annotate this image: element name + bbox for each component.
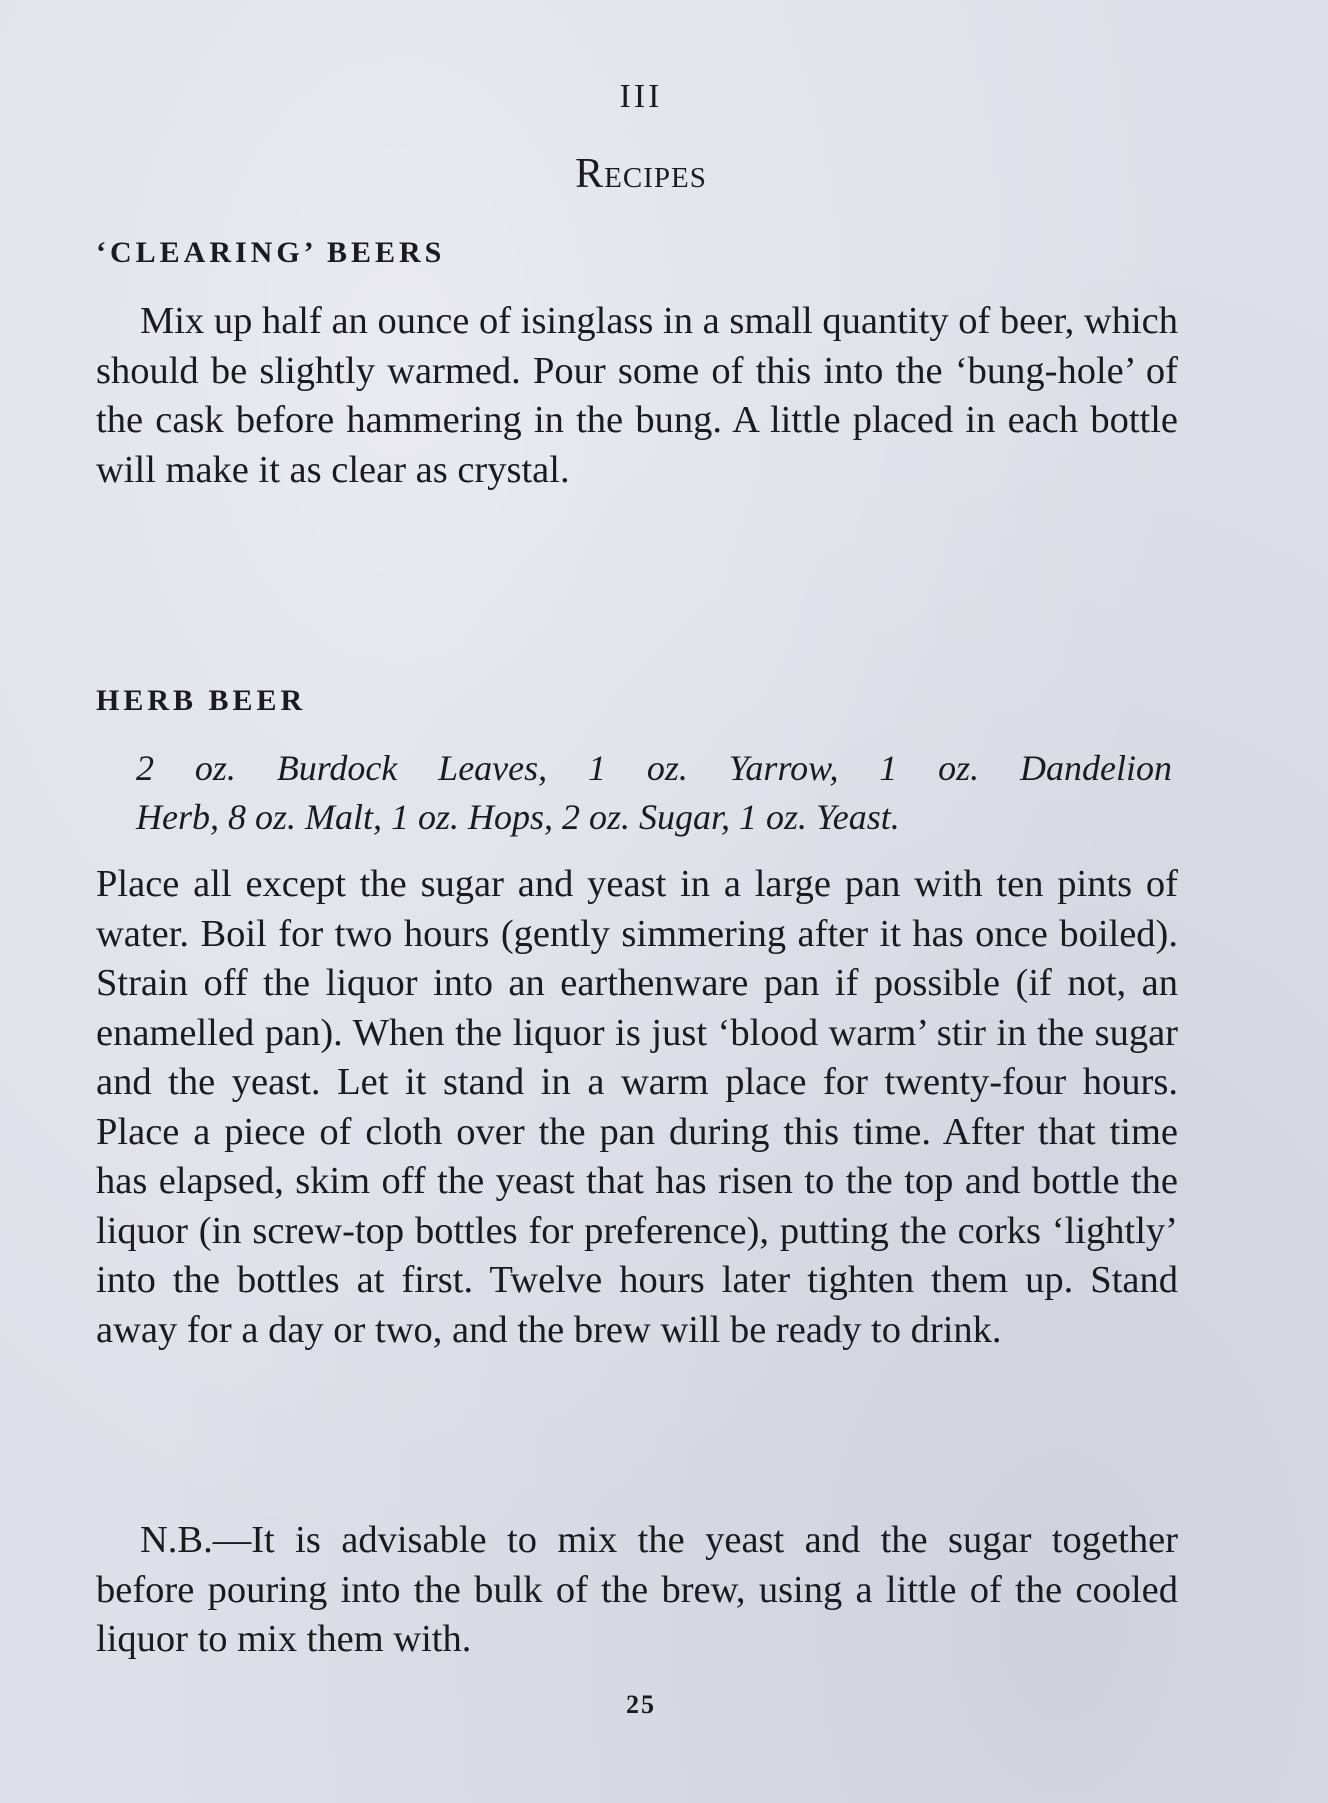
herb-beer-paragraph: Place all except the sugar and yeast in a large pan with ten pints of water. Boil for two hours (gently simmering after it has once boiled). Strain off the liquor into an earthenware pan if possible (if not, an enamelled pan). When the liquor is just ‘blood warm’ stir in the sugar and the yeast. Let it stand in a warm place for twenty-four hours. Place a piece of cloth over the pan during this time. After that time has elapsed, skim off the yeast that has risen to the top and bottle the liquor (in screw-top bottles for preference), putting the corks ‘lightly’ into the bottles at first. Twelve hours later tighten them up. Stand away for a day or two, and the brew will be ready to drink. [96, 863, 1178, 1351]
page-number: 25 [626, 1690, 656, 1719]
section-title-herb-beer: HERB BEER [96, 684, 307, 717]
herb-beer-ingredients [136, 744, 1172, 842]
chapter-title: Recipes [575, 151, 707, 197]
section-title-clearing-beers: ‘CLEARING’ BEERS [96, 236, 446, 269]
herb-beer-note: N.B.—It is advisable to mix the yeast and the sugar together before pouring into the bulk of the brew, using a little of the cooled liquor to mix them with. [96, 1519, 1178, 1660]
ingredients-line-1: 2 oz. Burdock Leaves, 1 oz. Yarrow, 1 oz. Dandelion [136, 748, 1172, 788]
book-page [96, 0, 1186, 1803]
ingredients-line-2: Herb, 8 oz. Malt, 1 oz. Hops, 2 oz. Sugar, 1 oz. Yeast. [136, 797, 900, 837]
clearing-beers-paragraph: Mix up half an ounce of isinglass in a small quantity of beer, which should be slightly warmed. Pour some of this into the ‘bung-hole’ of the cask before hammering in the bung. A little placed in each bottle will make it as clear as crystal. [96, 300, 1178, 491]
chapter-number: III [619, 78, 663, 115]
